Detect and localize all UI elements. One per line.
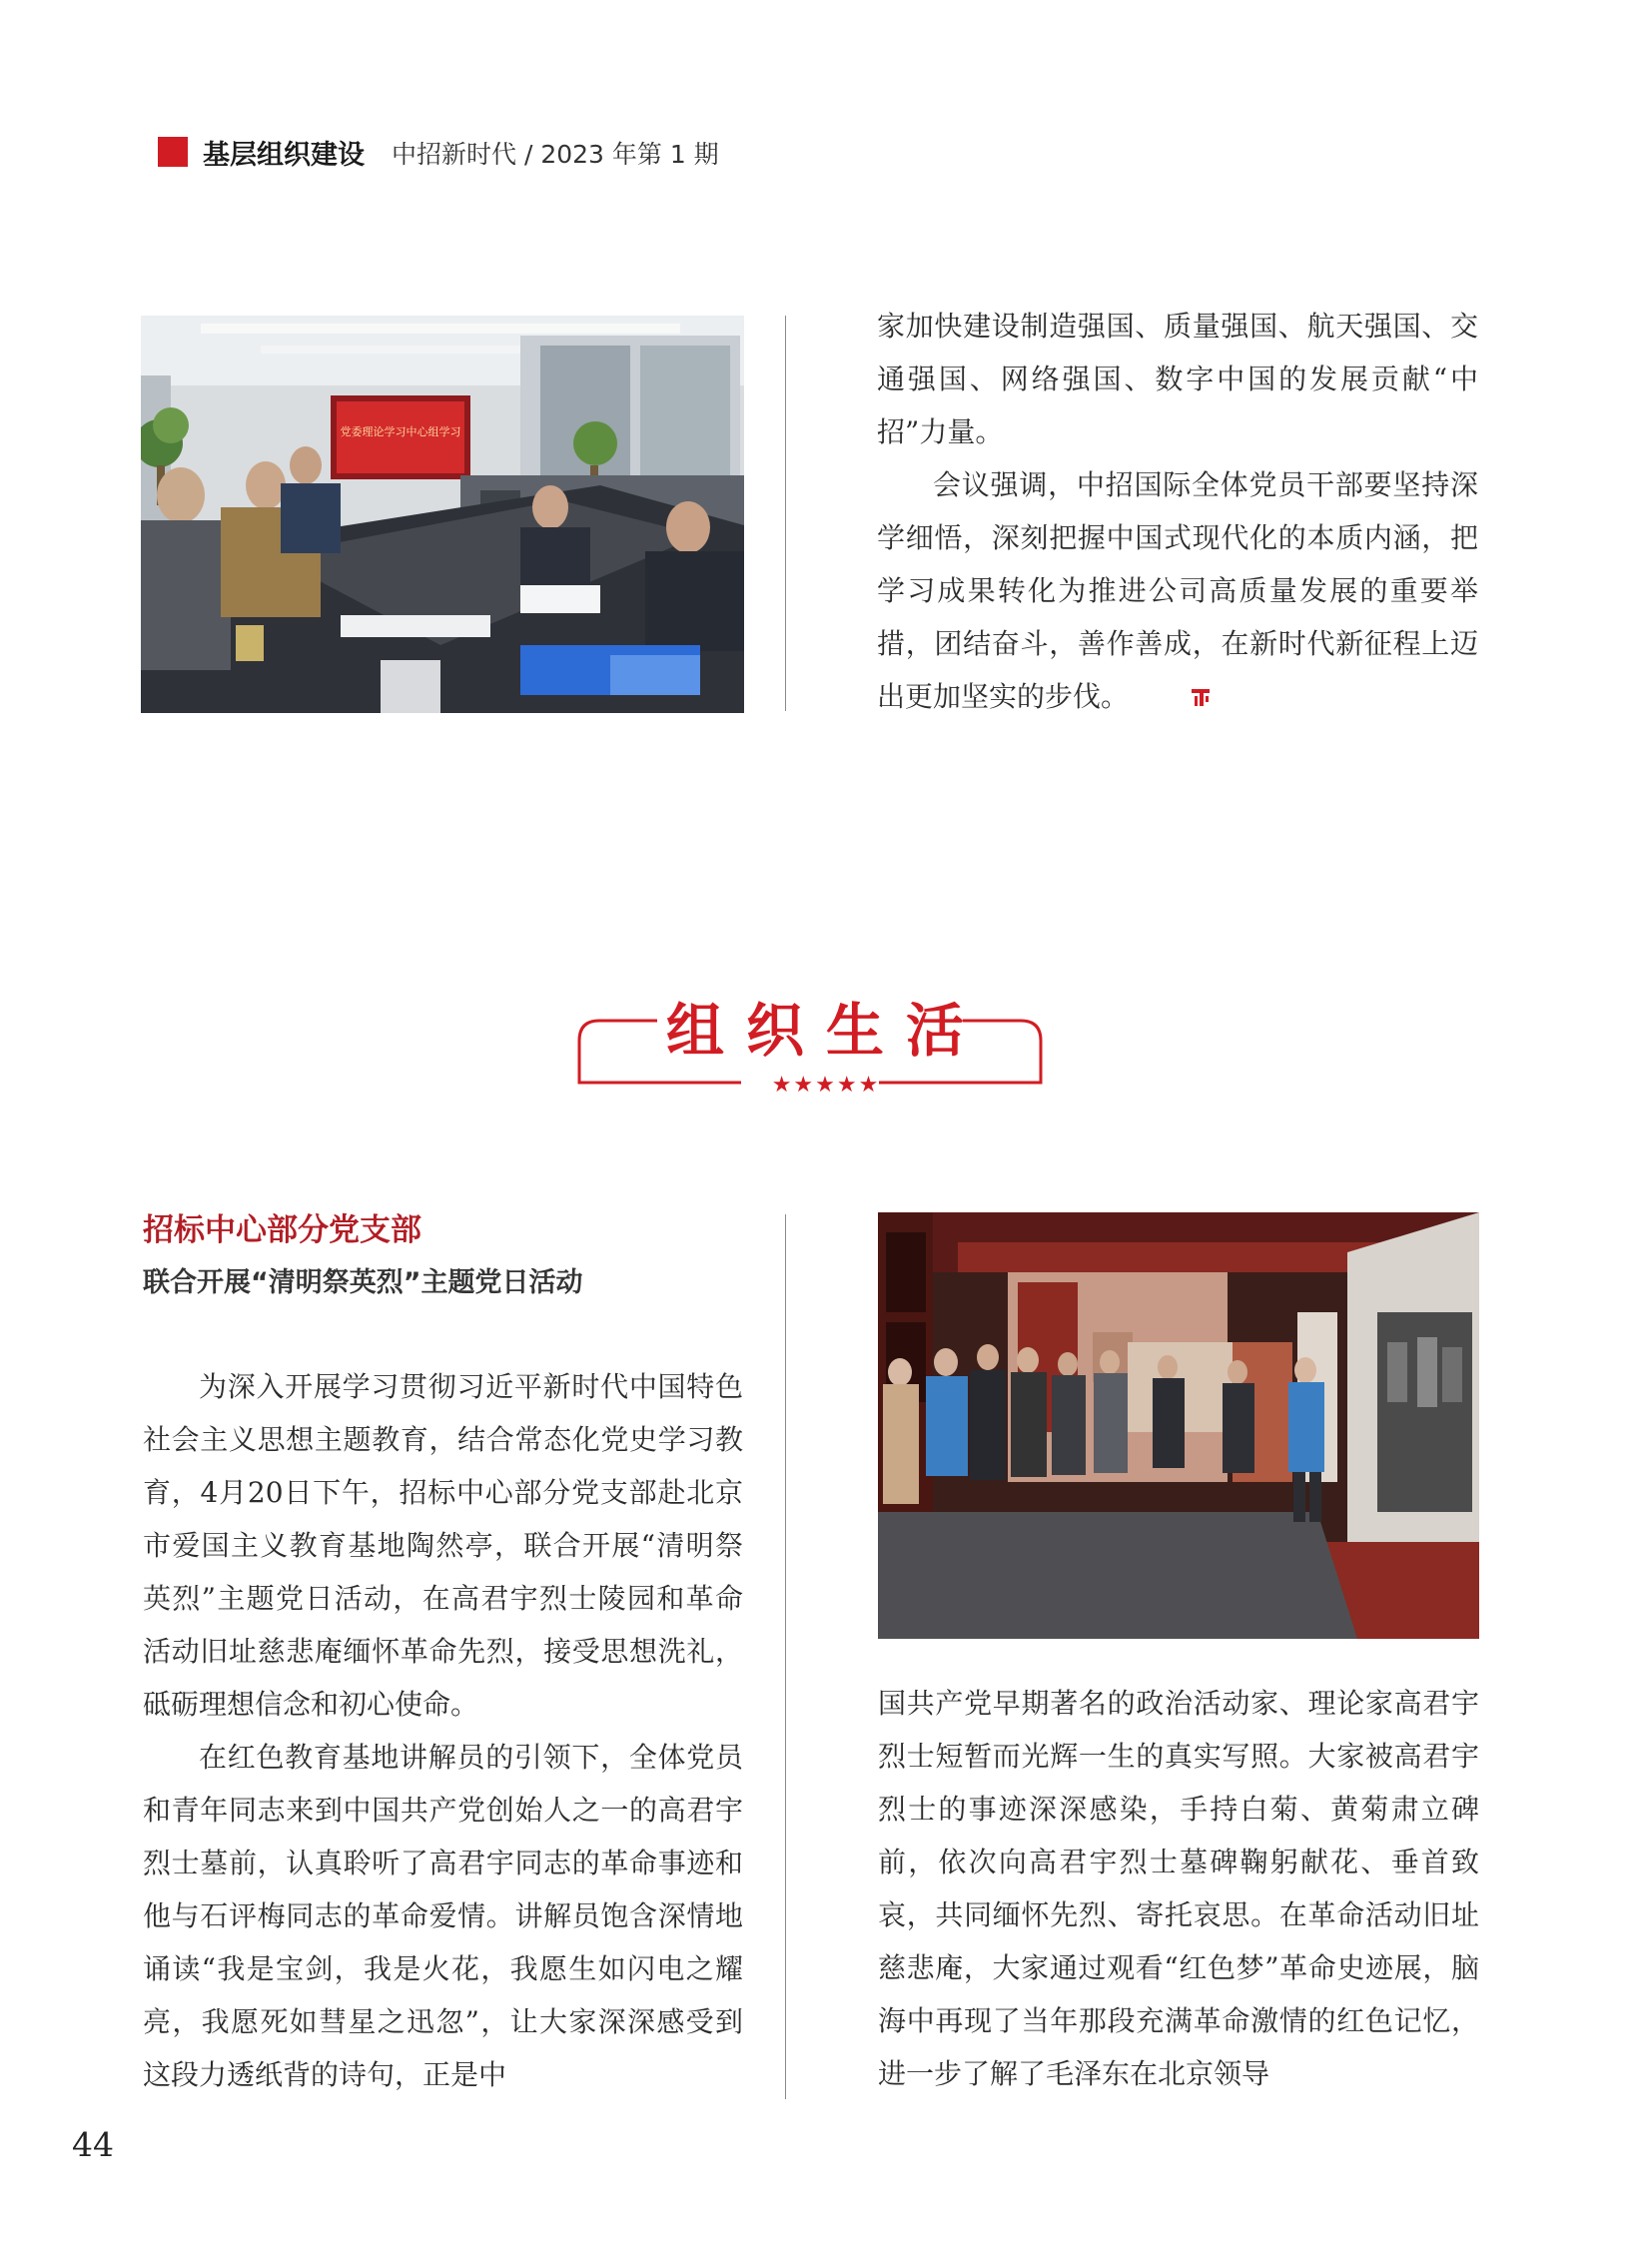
paragraph: 家加快建设制造强国、质量强国、航天强国、交通强国、网络强国、数字中国的发展贡献“中招”力量。 <box>877 310 1478 448</box>
exhibition-photo <box>878 1212 1479 1639</box>
issue-label: 中招新时代 / 2023 年第 1 期 <box>392 140 719 169</box>
banner-stars-icon: ★★★★★ <box>771 1073 881 1098</box>
paragraph-text: 会议强调，中招国际全体党员干部要坚持深学细悟，深刻把握中国式现代化的本质内涵，把学习成果转化为推进公司高质量发展的重要举措，团结奋斗，善作善成，在新时代新征程上迈出更加坚实的步伐。 <box>877 468 1478 713</box>
paragraph: 国共产党早期著名的政治活动家、理论家高君宇烈士短暂而光辉一生的真实写照。大家被高君宇烈士的事迹深深感染，手持白菊、黄菊肃立碑前，依次向高君宇烈士墓碑鞠躬献花、垂首致哀，共同缅怀先烈、寄托哀思。在革命活动旧址慈悲庵，大家通过观看“红色梦”革命史迹展，脑海中再现了当年那段充满革命激情的红色记忆，进一步了解了毛泽东在北京领导 <box>878 1687 1479 2090</box>
page-number: 44 <box>72 2125 114 2164</box>
section-name: 基层组织建设 <box>203 140 365 171</box>
screen-text: 党委理论学习中心组学习 <box>340 425 461 438</box>
article-title: 招标中心部分党支部 <box>143 1212 421 1248</box>
section-banner-title: 组织生活 <box>665 997 986 1065</box>
meeting-photo <box>141 316 744 713</box>
article-left-column <box>143 1360 743 2101</box>
end-logo-icon <box>1133 673 1157 697</box>
paragraph: 在红色教育基地讲解员的引领下，全体党员和青年同志来到中国共产党创始人之一的高君宇烈士墓前，认真聆听了高君宇同志的革命事迹和他与石评梅同志的革命爱情。讲解员饱含深情地诵读“我是宝剑，我是火花，我愿生如闪电之耀亮，我愿死如彗星之迅忽”，让大家深深感受到这段力透纸背的诗句，正是中 <box>143 1741 743 2091</box>
article-right-column <box>878 1677 1479 2100</box>
paragraph: 为深入开展学习贯彻习近平新时代中国特色社会主义思想主题教育，结合常态化党史学习教育，4月20日下午，招标中心部分党支部赴北京市爱国主义教育基地陶然亭，联合开展“清明祭英烈”主题党日活动，在高君宇烈士陵园和革命活动旧址慈悲庵缅怀革命先烈，接受思想洗礼，砥砺理想信念和初心使命。 <box>143 1370 743 1721</box>
article-subtitle: 联合开展“清明祭英烈”主题党日活动 <box>143 1267 583 1298</box>
top-right-column <box>877 300 1478 723</box>
column-divider-top <box>785 316 786 711</box>
column-divider-bottom <box>785 1214 786 2099</box>
section-marker <box>158 137 188 167</box>
paragraph <box>877 458 1478 723</box>
